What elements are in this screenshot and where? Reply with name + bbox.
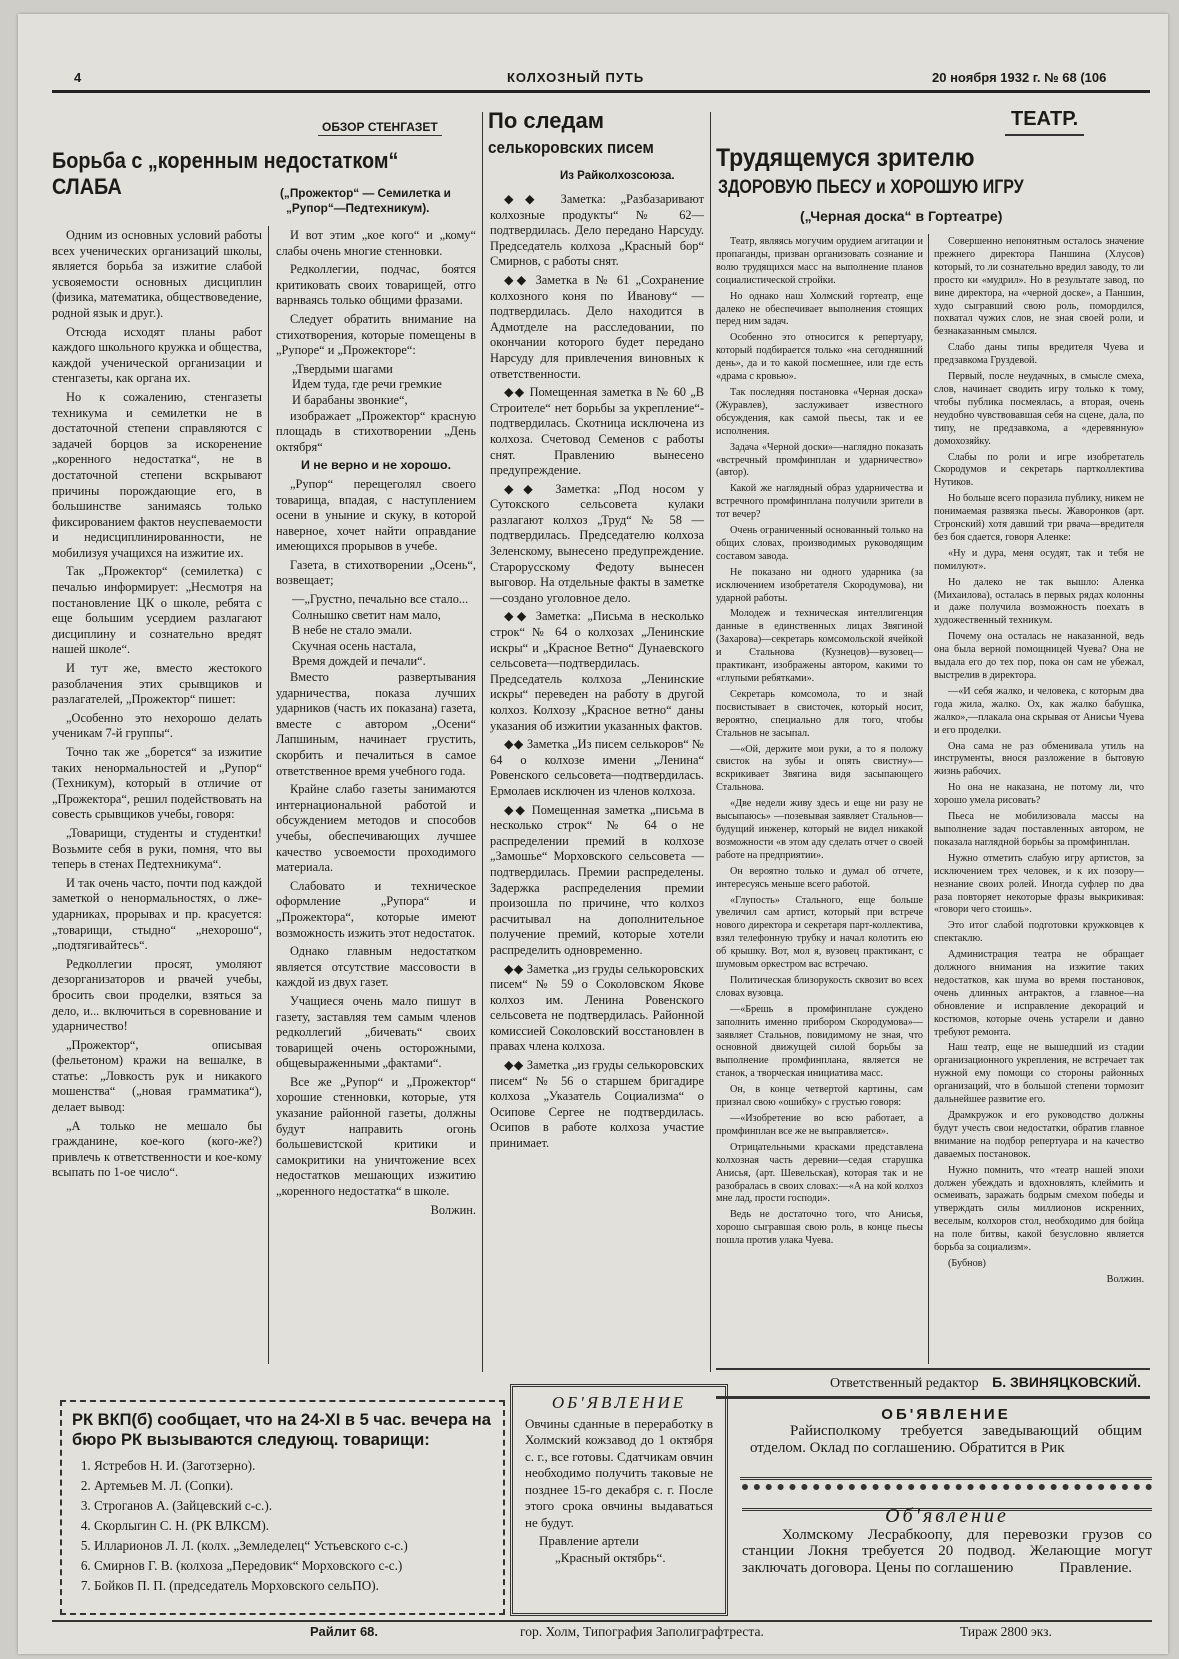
notice-title: РК ВКП(б) сообщает, что на 24-XI в 5 час. вечера на бюро РК вызываются следующ. товарищи: <box>72 1411 491 1449</box>
lesrabkoop-notice <box>742 1505 1152 1577</box>
subtitle-line: („Прожектор“ — Семилетка и <box>280 186 451 200</box>
notice-title: ОБ'ЯВЛЕНИЕ <box>881 1406 1011 1423</box>
paragraph: „Товарищи, студенты и студентки! Возьмите себя в руки, помня, что вы теперь в стенах Педтехникума“. <box>52 825 262 872</box>
paragraph: ◆◆ Заметка: „Под носом у Сутокского сельсовета кулаки разлагают колхоз „Труд“ № 58 —подтвердилась. Председателю колхоза Зеленскому, вынесено предупреждение. Старорусскому Федоту вынесен выговор. На отдельные факты в заметке—создано уголовное дело. <box>490 481 704 605</box>
paragraph: Почему она осталась не наказанной, ведь она была верной помощницей Чуева? Она не выдала его до тех пор, пока он сам не убежал, выстрелив в директора. <box>934 631 1144 681</box>
paragraph: Отрицательными красками представлена колхозная часть деревни—седая старушка Анисья, (арт. Шевельская), которая так и не разобралась в своих словах:—«А на кой колхоз мне лад, прости господи». <box>716 1141 923 1205</box>
article1-column-1 <box>52 228 262 1368</box>
verse-line: В небе не стало эмали. <box>292 623 413 638</box>
verse-line: Скучная осень настала, <box>292 638 417 653</box>
paragraph: Политическая близорукость сквозит во всех словах вузовца. <box>716 974 923 999</box>
paragraph: И так очень часто, почти под каждой заметкой о ненормальностях, о лже-ударниках, прорывах и пр. красуется: „товарищи, стыдно“ „нехорошо“, „подтягивайтесь“. <box>52 875 262 953</box>
paragraph: И вот этим „кое кого“ и „кому“ слабы очень многие стенновки. <box>276 228 476 258</box>
paragraph: Театр, являясь могучим орудием агитации и пропаганды, призван организовать сознание и волю трудящихся масс на выполнение планов социалистической стройки. <box>716 236 923 286</box>
paragraph: «Две недели живу здесь и еще ни разу не высыпаюсь» —позевывая заявляет Стальнов—будущий инженер, который не видел никакой возможности «в этом аду сделать отчет о своей работе на предприятии». <box>716 798 923 861</box>
paragraph: Молодеж и техническая интеллигенция данные в единственных лицах Звягиной (Захарова)—секретарь комсомольской ячейкой и Стальнова (Кузнецов)—вузовец—практикант, изображены автором, какими то «глупыми ребятками». <box>716 608 923 684</box>
notice-text: Райисполкому требуется заведывающий общим отделом. Оклад по соглашению. Обратится в Рик <box>750 1423 1142 1456</box>
paragraph: Нужно помнить, что «театр нашей эпохи должен убеждать и вдохновлять, клеймить и осмеивать, заражать бодрым смехом победы и утверждать силы миллионов искренних, веселым, колхоров стол, необходимо для бойца на поле битвы, какой безусловно является борьба за социализм». <box>934 1164 1144 1254</box>
list-item: 2. Артемьев М. Л. (Сопки). <box>94 1476 493 1496</box>
article-rubric: ОБЗОР СТЕНГАЗЕТ <box>318 120 442 136</box>
article3-column-1 <box>716 236 923 1364</box>
paragraph: Задача «Черной доски»—наглядно показать «встречный промфинплан и ударничество» (автор). <box>716 441 923 479</box>
paragraph: Он вероятно только и думал об отчете, интересуясь меньше всего работой. <box>716 865 923 890</box>
article1-column-2 <box>276 228 476 1368</box>
paragraph: „Особенно это нехорошо делать ученикам 7-й группы“. <box>52 710 262 741</box>
notice-sign: Правление артели <box>539 1533 639 1548</box>
list-item: 5. Илларионов Л. Л. (колх. „Земледелец“ Устьевского с-с.) <box>94 1536 493 1556</box>
printer-line: гор. Холм, Типография Заполиграфтреста. <box>520 1624 764 1639</box>
censor-number: Райлит 68. <box>310 1624 379 1639</box>
verse-line: Солнышко светит нам мало, <box>292 607 441 622</box>
article3-title: Трудящемуся зрителю <box>716 144 975 172</box>
paragraph: —«И себя жалко, и человека, с которым два года жила, жалко. Ох, как жалко бабушка, жалко»,—плакала она скрывая от Анисьи Чуева и его проделки. <box>934 685 1144 736</box>
paragraph: Секретарь комсомола, то и знай посвистывает в свисточек, который носит, вероятно, специально для того, чтобы Стальнов не засыпал. <box>716 688 923 739</box>
article2-title: По следам <box>488 108 604 133</box>
article2-title-2: селькоровских писем <box>488 138 654 157</box>
paragraph: Но однако наш Холмский гортеатр, еще далеко не обеспечивает выполнения стоящих перед ним задач. <box>716 290 923 328</box>
paragraph: «Ну и дура, меня осудят, так и тебя не помилуют». <box>934 547 1144 572</box>
article3-title-2: ЗДОРОВУЮ ПЬЕСУ и ХОРОШУЮ ИГРУ <box>718 176 1024 198</box>
paragraph: изображает „Прожектор“ красную площадь в стихотворении „День октября“ <box>276 408 476 454</box>
paragraph: Особенно это относится к репертуару, который подбирается только «на сегодняшний день», да и то какой посмешнее, или где есть «драма с кровью». <box>716 332 923 383</box>
paragraph: Но далеко не так вышло: Аленка (Михаилова), осталась в первых рядах колонны и даже получила возможность поехать в художественный техникум. <box>934 576 1144 627</box>
paragraph: Пьеса не мобилизовала массы на выполнение задач поставленных автором, не показала наглядной борьбы за промфинплан. <box>934 811 1144 848</box>
notice-title: ОБ'ЯВЛЕНИЕ <box>551 1393 687 1412</box>
issue-date: 20 ноября 1932 г. № 68 (106 <box>932 70 1107 85</box>
editor-name: Б. ЗВИНЯЦКОВСКИЙ. <box>992 1374 1142 1390</box>
notice-sign: „Красный октябрь“. <box>555 1549 666 1565</box>
paragraph: Наш театр, еще не вышедший из стадии организационного укрепления, не встречает так нужной ему помощи со стороны районных организаций, что в большой степени тормозит дальнейшее развитие его. <box>934 1042 1144 1106</box>
paragraph: ◆◆ Заметка „из груды селькоровских писем“ № 59 о Соколовском Якове колхоз им. Ленина Ровенского сельсовета не подтвердилась. Районной комиссией Соколовский восстановлен в правах члена колхоза. <box>490 961 704 1054</box>
article3-column-2 <box>934 236 1144 1364</box>
paragraph: „А только не мешало бы гражданине, кое-кого (кого-же?) привлечь к ответственности и кое-кому всыпать по 1-ое число“. <box>52 1118 262 1180</box>
paragraph: Первый, после неудачных, в смысле смеха, слов, начинает сводить игру только к тому, чтобы публика посмеялась, а вторая, очень неудобно чувствовавшая себя на сцене, дала, по типу, не предзавкома, а «деревянную» домохозяйку. <box>934 371 1144 447</box>
footer-rule <box>52 1620 1152 1622</box>
signature: Волжин. <box>430 1202 476 1217</box>
paragraph: Она сама не раз обменивала утиль на инструменты, внося разложение в бытовую жизнь рабочих. <box>934 740 1144 778</box>
notice-text: Овчины сданные в переработку в Холмский кожзавод до 1 октября с. г., все готовы. Сдатчикам овчин необходимо получить таковые не позднее 15-го декабря с. г. После этого срока овчины выдаваться не будут. <box>525 1415 713 1530</box>
paragraph: Слабовато и техническое оформление „Рупора“ и „Прожектора“, которые имеют возможность изжить этот недостаток. <box>276 878 476 940</box>
paragraph: Ведь не достаточно того, что Анисья, хорошо сыгравшая свою роль, в конце пьесы пошла против улака Чуева. <box>716 1209 923 1247</box>
notice-text: Холмскому Лесрабкоопу, для перевозки грузов со станции Локня требуется 20 подвод. Желающие могут заключать договора. Цены по соглашению <box>742 1526 1152 1576</box>
list-item: 7. Бойков П. П. (председатель Морховского сельПО). <box>94 1576 493 1596</box>
paragraph: Вместо развертывания ударничества, показа лучших ударников (часть их показана) газета, вместе с автором „Осени“ Лапшиным, начинает грустить, скорбить и печалиться в самое ответственное время учебного года. <box>276 670 476 778</box>
article-subtitle <box>280 186 451 216</box>
paragraph: Газета, в стихотворении „Осень“, возвещает; <box>276 557 476 588</box>
paragraph: ◆◆ Заметка „Из писем селькоров“ № 64 о колхозе имени „Ленина“ Ровенского сельсовета—подтвердилась. Ермолаев исключен из членов колхоза. <box>490 737 704 798</box>
paragraph: Драмкружок и его руководство должны будут учесть свои недостатки, обратив главное внимание на подбор репертуара и на качество даваемых постановок. <box>934 1110 1144 1160</box>
column-rule <box>710 112 711 1372</box>
paragraph: —«Ой, держите мои руки, а то я положу свисток на зубы и опять свистну»—вскрикивает Звягина видя засыпающего Стальнова. <box>716 743 923 794</box>
verse-line: —„Грустно, печально все стало... <box>292 592 469 607</box>
paragraph: „Прожектор“, описывая (фельетоном) кражи на вешалке, в статье: „Ловкость рук и никакого мошенства“ („новая грамматика“), делает вывод: <box>52 1037 262 1115</box>
paragraph: Слабы по роли и игре изобретатель Скородумов и секретарь партколлектива Нутиков. <box>934 451 1144 489</box>
column-rule <box>928 234 929 1364</box>
list-item: 4. Скорлыгин С. Н. (РК ВЛКСМ). <box>94 1516 493 1536</box>
paragraph: Совершенно непонятным осталось значение прежнего директора Паншина (Хлусов) который, то ли сознательно вредил заводу, то ли просто ки «мудрил». Но в результате завод, по вине директора, на «черной доске», а Паншин, худо сыгравший свою роль, помордился, похватал чужих слов, не зная своей роли, и безнаказанным смылся. <box>934 236 1144 338</box>
verse-line: Время дождей и печали“. <box>292 654 426 669</box>
notice-title: Об'явление <box>885 1505 1009 1527</box>
paragraph: Одним из основных условий работы всех ученических организаций школы, является борьба за изжитие слабой усвояемости основных дисциплин (физика, математика, обществоведение, родной язык и друг.). <box>52 228 262 320</box>
emphasis-line: И не верно и не хорошо. <box>300 458 452 473</box>
paragraph: ◆◆ Заметка: „Письма в несколько строк“ № 64 о колхозах „Ленинские искры“ и „Красное Ветно“ Дунаевского сельсовета—подтвердилась. Председатель колхоза „Ленинские искры“ переведен на работу в другой колхоз. Колхозу „Красное ветно“ даны указания об изжитии указанных фактов. <box>490 609 704 733</box>
masthead-bar <box>52 64 1150 93</box>
paragraph: Отсюда исходят планы работ каждого школьного кружка и общества, каждой ученической организации и стенгазеты, как органа их. <box>52 324 262 386</box>
paragraph: ◆◆ Заметка: „Разбазаривают колхозные продукты“ № 62— подтвердилась. Дело передано Нарсуду. Председатель колхоза „Красный бор“ Смирнов, с работы снят. <box>490 192 704 269</box>
article3-subtitle: („Черная доска“ в Гортеатре) <box>800 208 1003 224</box>
paragraph: Учащиеся очень мало пишут в газету, заставляя тем самым членов редколлегий „бичевать“ своих товарищей очень осторожными, общевыраженными „фактами“. <box>276 993 476 1071</box>
editor-line <box>830 1374 1141 1392</box>
paragraph: Но больше всего поразила публику, никем не понимаемая развязка пьесы. Жаворонков (арт. Стронский) хотя давший три рвача—вредителя без боя сдается, говоря Аленке: <box>934 493 1144 543</box>
paragraph: Слабо даны типы вредителя Чуева и предзавкома Груздевой. <box>934 342 1144 367</box>
subtitle-line: „Рупор“—Педтехникум). <box>286 201 430 215</box>
paragraph: Редколлегии, подчас, боятся критиковать своих товарищей, отго варнваясь только общими фразами. <box>276 262 476 308</box>
paragraph: (Бубнов) <box>948 1257 986 1269</box>
signature: Волжин. <box>1106 1273 1144 1285</box>
paragraph: Администрация театра не обращает должного внимания на изжитие таких недостатков, как шума во время постановок, очень длинных антрактов, а главное—на обновление и исправление декораций и костюмов, которые очень устарели и давно требуют ремонта. <box>934 949 1144 1038</box>
list-item: 6. Смирнов Г. В. (колхоза „Передовик“ Морховского с-с.) <box>94 1556 493 1576</box>
editor-rule <box>716 1396 1150 1399</box>
verse-line: И барабаны звонкие“, <box>292 392 408 407</box>
list-item: 1. Ястребов Н. И. (Заготзерно). <box>94 1456 493 1476</box>
editor-rule <box>716 1368 1150 1370</box>
column-rule <box>482 112 483 1372</box>
paragraph: Редколлегии просят, умоляют дезорганизаторов и рвачей учебы, бросить свои проделки, взяться за дело, и... включиться в соревнование и ударничество! <box>52 956 262 1034</box>
verse-line: Идем туда, где речи гремкие <box>292 377 442 392</box>
article-title: Борьба с „коренным недостатком“ СЛАБА <box>52 148 399 199</box>
paragraph: Но к сожалению, стенгазеты техникума и семилетки не в достаточной степени справляются с задачей борцов за искоренение „коренного недостатка“, не в достаточной степени вскрывают причины порождающие его, в большинстве занимаясь только фиксированием фактов неуспеваемости и недисциплинированности, не мобилизуя учащихся на изжитие их. <box>52 389 262 560</box>
theatre-rubric: ТЕАТР. <box>1005 108 1084 136</box>
rik-notice <box>740 1402 1152 1480</box>
paragraph: —«Брешь в промфинплане суждено заполнить именно прибором Скородумова»—заявляет Стальнов, повидимому не зная, что основной движущей силой борьбы за выполнение промфинплана, является не станок, а творческая инициатива масс. <box>716 1003 923 1080</box>
paragraph: Это итог слабой подготовки кружковцев к спектаклю. <box>934 920 1144 945</box>
skins-notice <box>510 1384 728 1616</box>
paragraph: ◆◆ Помещенная заметка „письма в несколько строк“ № 64 о не распределении премий в колхозе „Замошье“ Морховского сельсовета — подтвердилась. Премии распределены. Задержка распределения премии произошла по причине, что колхоз расчитывал на дополнительное получение премий, которые хотели распределить одновременно. <box>490 802 704 957</box>
paragraph: ◆◆ Заметка „из груды селькоровских писем“ № 56 о старшем бригадире колхоза „Указатель Социализма“ о Осипове Сергее не подтвердилась. Осипов в работе колхоза участие принимает. <box>490 1058 704 1151</box>
paragraph: Очень ограниченный основанный только на общих словах, производимых руководящим составом завода. <box>716 525 923 562</box>
paragraph: Точно так же „борется“ за изжитие таких ненормальностей и „Рупор“ (Техникум), который в отличие от „Прожектора“, решил подействовать на совесть срывщиков учебы, говоря: <box>52 745 262 822</box>
editor-label: Ответственный редактор <box>830 1376 979 1391</box>
notice-sign: Правление. <box>1059 1560 1132 1576</box>
column-rule <box>268 226 269 1364</box>
page-number: 4 <box>74 70 82 85</box>
paragraph: Так „Прожектор“ (семилетка) с печалью информирует: „Несмотря на постановление ЦК о школе, ребята с еще большим усердием разлагают дисциплину и сознательно вредят нашей школе“. <box>52 564 262 657</box>
article2-body <box>490 192 704 1364</box>
paragraph: Он, в конце четвертой картины, сам признал свою «ошибку» с грустью говоря: <box>716 1084 923 1109</box>
newspaper-name: КОЛХОЗНЫЙ ПУТЬ <box>507 70 645 85</box>
paragraph: Однако главным недостатком является отсутствие массовости в каждой из двух газет. <box>276 944 476 990</box>
paragraph: Так последняя постановка «Черная доска» (Журавлев), заслуживает известного обсуждения, как самой пьесы, так и ее исполнения. <box>716 386 923 437</box>
paragraph: ◆◆ Помещенная заметка в № 60 „В Строителе“ нет борьбы за укрепление“-подтвердилась. Скотница исключена из колхоза. Счетовод Семенов с работы снят. Правлению вынесено предупреждение. <box>490 385 704 478</box>
paragraph: И тут же, вместо жестокого разоблачения этих срывщиков и разлагателей, „Прожектор“ пишет: <box>52 661 262 707</box>
paragraph: Все же „Рупор“ и „Прожектор“ хорошие стенновки, которые, утя указание районной газеты, должны будут направить огонь большевистской критики и самокритики на уничтожение всех недостатков мешающих изжитию „коренного недостатка“ в школе. <box>276 1074 476 1199</box>
verse-line: „Твердыми шагами <box>292 361 393 376</box>
article2-source: Из Райколхозсоюза. <box>560 170 675 182</box>
paragraph: «Глупость» Стального, еще больше увеличил сам артист, который при встрече нового директора и секретаря парт-коллектива, взял телефонную трубку и начал колотить ею об крышку. Вот, мол я, вузовец практикант, с шумовым оркестром вас встречаю. <box>716 894 923 971</box>
paragraph: Какой же наглядный образ ударничества и встречного промфинплана получили зрители в тот вечер? <box>716 483 923 521</box>
paragraph: Но она не наказана, не потому ли, что хорошо умела рисовать? <box>934 782 1144 807</box>
circulation: Тираж 2800 экз. <box>960 1624 1052 1639</box>
summoned-list <box>72 1456 493 1596</box>
paragraph: Следует обратить внимание на стихотворения, которые помещены в „Рупоре“ и „Прожекторе“: <box>276 311 476 358</box>
paragraph: Крайне слабо газеты занимаются интернациональной работой и обсуждением методов и способов учебы, обеспечивающих лучшее качество усвоемости проходимого материала. <box>276 782 476 875</box>
list-item: 3. Строганов А. (Зайцевский с-с.). <box>94 1496 493 1516</box>
paragraph: „Рупор“ перещеголял своего товарища, впадая, с наступлением осени в уныние и скуку, в которой наверное, хочет найти оправдание имеющихся прорывов в учебе. <box>276 476 476 554</box>
paragraph: Не показано ни одного ударника (за исключением изобретателя Скородумова), ни ударной работы. <box>716 566 923 604</box>
paragraph: Нужно отметить слабую игру артистов, за исключением трех человек, и к их позору—незнание своих ролей. Иногда суфлер по два раза повторяет некоторые фразы выкрикивая: «говори чего стоишь». <box>934 852 1144 916</box>
paragraph: ◆◆ Заметка в № 61 „Сохранение колхозного коня по Иванову“ — подтвердилась. Дело находится в Адмотделе на расследовании, по окончании которого будет передано Нарсуду для привлечения виновных к ответственности. <box>490 272 704 381</box>
party-committee-notice <box>60 1400 505 1615</box>
paragraph: —«Изобретение во всю работает, а промфинплан все же не выправляется». <box>716 1113 923 1137</box>
